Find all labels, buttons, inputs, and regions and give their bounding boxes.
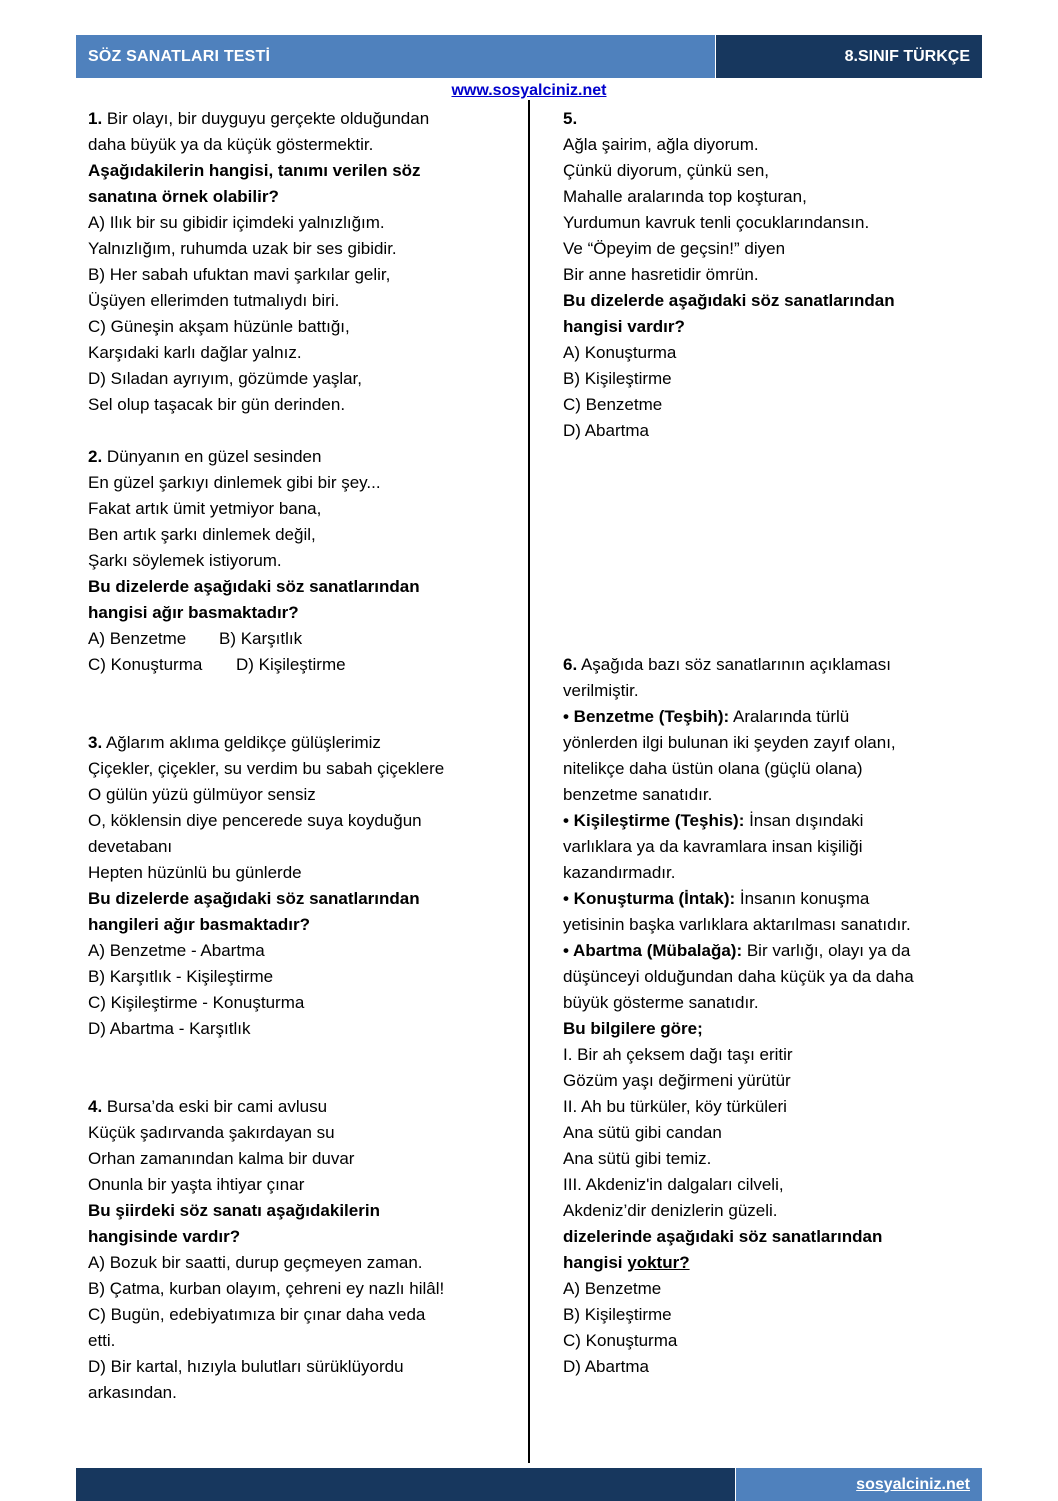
option-line: Yalnızlığım, ruhumda uzak bir ses gibidir. [88,239,397,258]
question-4 [88,1094,444,1406]
option-c[interactable]: C) Konuşturma [88,655,203,674]
option-line[interactable]: C) Güneşin akşam hüzünle battığı, [88,317,350,336]
option-a[interactable]: A) Benzetme [563,1279,662,1298]
option-b[interactable]: B) Karşıtlık - Kişileştirme [88,967,274,986]
poem-line: Akdeniz’dir denizlerin güzeli. [563,1201,778,1220]
definition-text: varlıklara ya da kavramlara insan kişiliği [563,837,863,856]
option-a[interactable]: A) Benzetme - Abartma [88,941,265,960]
poem-line: Yurdumun kavruk tenli çocuklarındansın. [563,213,870,232]
question-prompt: Bu dizelerde aşağıdaki söz sanatlarından [88,577,420,596]
question-prompt: hangileri ağır basmaktadır? [88,915,311,934]
option-d[interactable]: D) Abartma [563,1357,649,1376]
poem-line: En güzel şarkıyı dinlemek gibi bir şey... [88,473,381,492]
option-b[interactable]: B) Çatma, kurban olayım, çehreni ey nazlı hilâl! [88,1279,445,1298]
poem-line: II. Ah bu türküler, köy türküleri [563,1097,787,1116]
poem-line: I. Bir ah çeksem dağı taşı eritir [563,1045,793,1064]
footer-bar [76,1468,735,1501]
poem-line: Ana sütü gibi candan [563,1123,722,1142]
poem-line: Dünyanın en güzel sesinden [102,447,322,466]
definition-text: nitelikçe daha üstün olana (güçlü olana) [563,759,863,778]
header-grade: 8.SINIF TÜRKÇE [716,35,982,78]
option-c[interactable]: C) Benzetme [563,395,663,414]
definition-text: yetisinin başka varlıklara aktarılması sanatıdır. [563,915,911,934]
question-prompt: hangisi [563,1253,628,1272]
poem-line: Onunla bir yaşta ihtiyar çınar [88,1175,305,1194]
poem-line: Fakat artık ümit yetmiyor bana, [88,499,322,518]
option-c[interactable]: C) Kişileştirme - Konuşturma [88,993,305,1012]
question-number: 2. [88,447,103,466]
question-2 [88,444,420,678]
definition-text: İnsan dışındaki [744,811,864,830]
definition-text: Aralarında türlü [729,707,850,726]
poem-line: O gülün yüzü gülmüyor sensiz [88,785,316,804]
question-5 [563,106,895,444]
question-prompt: Bu dizelerde aşağıdaki söz sanatlarından [88,889,420,908]
definition-text: kazandırmadır. [563,863,676,882]
option-b[interactable]: B) Karşıtlık [219,629,303,648]
poem-line: Mahalle aralarında top koşturan, [563,187,807,206]
poem-line: Gözüm yaşı değirmeni yürütür [563,1071,791,1090]
question-prompt: sanatına örnek olabilir? [88,187,279,206]
option-a[interactable]: A) Konuşturma [563,343,677,362]
column-divider [528,100,530,1463]
question-lead: Bu bilgilere göre; [563,1019,703,1038]
definition-text: büyük gösterme sanatıdır. [563,993,759,1012]
option-c[interactable]: C) Bugün, edebiyatımıza bir çınar daha veda [88,1305,426,1324]
poem-line: Bursa’da eski bir cami avlusu [102,1097,328,1116]
definition-term: • Benzetme (Teşbih): [563,707,730,726]
option-line[interactable]: B) Her sabah ufuktan mavi şarkılar gelir, [88,265,391,284]
poem-line: Bir anne hasretidir ömrün. [563,265,759,284]
question-text: verilmiştir. [563,681,639,700]
option-c[interactable]: C) Konuşturma [563,1331,678,1350]
option-c-continued: etti. [88,1331,116,1350]
definition-text: İnsanın konuşma [735,889,870,908]
poem-line: Çiçekler, çiçekler, su verdim bu sabah çiçeklere [88,759,445,778]
question-prompt: hangisi vardır? [563,317,685,336]
definition-text: yönlerden ilgi bulunan iki şeyden zayıf olanı, [563,733,896,752]
option-a[interactable]: A) Bozuk bir saatti, durup geçmeyen zaman. [88,1253,423,1272]
poem-line: Ben artık şarkı dinlemek değil, [88,525,316,544]
poem-line: Ana sütü gibi temiz. [563,1149,712,1168]
option-b[interactable]: B) Kişileştirme [563,1305,672,1324]
question-number: 3. [88,733,103,752]
poem-line: Çünkü diyorum, çünkü sen, [563,161,769,180]
definition-text: Bir varlığı, olayı ya da [742,941,911,960]
option-line[interactable]: A) Ilık bir su gibidir içimdeki yalnızlığım. [88,213,385,232]
option-d[interactable]: D) Kişileştirme [236,655,346,674]
definition-term: • Kişileştirme (Teşhis): [563,811,745,830]
question-text: daha büyük ya da küçük göstermektir. [88,135,374,154]
question-prompt: Bu şiirdeki söz sanatı aşağıdakilerin [88,1201,380,1220]
definition-text: benzetme sanatıdır. [563,785,713,804]
footer-website-link[interactable]: sosyalciniz.net [736,1468,982,1501]
option-line: Karşıdaki karlı dağlar yalnız. [88,343,302,362]
question-3 [88,730,444,1042]
question-prompt: hangisi ağır basmaktadır? [88,603,299,622]
option-d[interactable]: D) Abartma - Karşıtlık [88,1019,251,1038]
question-number: 6. [563,655,578,674]
question-number: 4. [88,1097,103,1116]
option-a[interactable]: A) Benzetme [88,629,187,648]
poem-line: Küçük şadırvanda şakırdayan su [88,1123,335,1142]
option-d[interactable]: D) Abartma [563,421,649,440]
question-text: Bir olayı, bir duyguyu gerçekte olduğundan [102,109,430,128]
question-prompt: dizelerinde aşağıdaki söz sanatlarından [563,1227,883,1246]
option-line: Üşüyen ellerimden tutmalıydı biri. [88,291,340,310]
question-prompt-emphasis: yoktur? [627,1253,690,1272]
question-text: Aşağıda bazı söz sanatlarının açıklaması [577,655,891,674]
option-line[interactable]: D) Sıladan ayrıyım, gözümde yaşlar, [88,369,363,388]
poem-line: Ve “Öpeyim de geçsin!” diyen [563,239,786,258]
definition-term: • Abartma (Mübalağa): [563,941,743,960]
poem-line: Hepten hüzünlü bu günlerde [88,863,302,882]
poem-line: Ağla şairim, ağla diyorum. [563,135,759,154]
question-prompt: Bu dizelerde aşağıdaki söz sanatlarından [563,291,895,310]
question-1 [88,106,429,418]
question-number: 1. [88,109,103,128]
option-b[interactable]: B) Kişileştirme [563,369,672,388]
poem-line: Şarkı söylemek istiyorum. [88,551,282,570]
option-d[interactable]: D) Bir kartal, hızıyla bulutları sürüklüyordu [88,1357,404,1376]
question-prompt: hangisinde vardır? [88,1227,241,1246]
option-d-continued: arkasından. [88,1383,177,1402]
header-title: SÖZ SANATLARI TESTİ [76,35,715,78]
poem-line: III. Akdeniz'in dalgaları cilveli, [563,1175,784,1194]
question-prompt: Aşağıdakilerin hangisi, tanımı verilen söz [88,161,421,180]
poem-line: Orhan zamanından kalma bir duvar [88,1149,355,1168]
definition-term: • Konuşturma (İntak): [563,889,736,908]
question-6 [563,652,914,1380]
website-link-top[interactable]: www.sosyalciniz.net [451,82,607,99]
question-number: 5. [563,109,578,128]
option-line: Sel olup taşacak bir gün derinden. [88,395,346,414]
definition-text: düşünceyi olduğundan daha küçük ya da daha [563,967,914,986]
poem-line: devetabanı [88,837,173,856]
poem-line: Ağlarım aklıma geldikçe gülüşlerimiz [102,733,381,752]
poem-line: O, köklensin diye pencerede suya koyduğun [88,811,422,830]
